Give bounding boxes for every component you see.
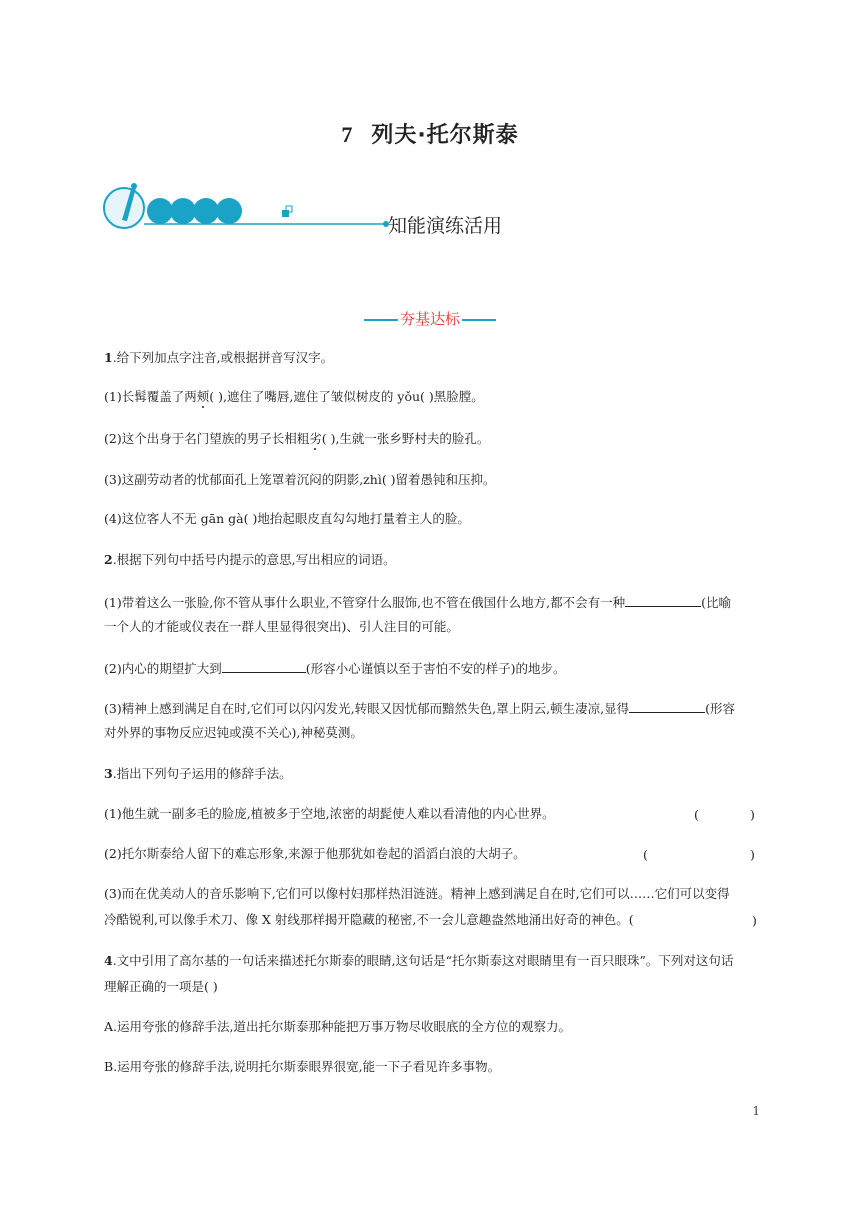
q3-item-2: (2)托尔斯泰给人留下的难忘形象,来源于他那犹如卷起的滔滔白浪的大胡子。 [104,846,526,861]
q2-item-1: (1)带着这么一张脸,你不管从事什么职业,不管穿什么服饰,也不管在俄国什么地方,都不会有一种 (比喻 [104,595,731,610]
page-title [0,118,860,149]
page-number: 1 [752,1104,760,1118]
lesson-number: 7 [341,122,354,147]
banner-dot-3 [193,198,219,224]
answer-paren-close: ) [750,807,755,822]
section-heading-text: 夯基达标 [399,310,460,328]
banner-dot-2 [170,198,196,224]
q4-option-b: B.运用夸张的修辞手法,说明托尔斯泰眼界很宽,能一下子看见许多事物。 [104,1059,501,1074]
q4-stem: 4.文中引用了高尔基的一句话来描述托尔斯泰的眼睛,这句话是“托尔斯泰这对眼睛里有一百只眼珠”。下列对这句话 [104,953,734,968]
answer-blank[interactable] [629,700,705,713]
answer-paren-close: ) [750,847,755,862]
q3-stem: 3.指出下列句子运用的修辞手法。 [104,766,292,781]
section-heading [0,308,860,329]
answer-blank[interactable] [222,660,306,673]
q1-stem: 1.给下列加点字注音,或根据拼音写汉字。 [104,350,334,365]
q2-stem: 2.根据下列句中括号内提示的意思,写出相应的词语。 [104,552,396,567]
q4-stem-cont: 理解正确的一项是( ) [104,979,218,994]
q2-item-3: (3)精神上感到满足自在时,它们可以闪闪发光,转眼又因忧郁而黯然失色,罩上阴云,顿生凄凉,显得 (形容 [104,701,735,716]
heading-bar-left [364,319,398,321]
section-banner [100,180,620,236]
lesson-title: 列夫·托尔斯泰 [371,123,519,148]
q2-item-3-cont: 对外界的事物反应迟钝或漠不关心),神秘莫测。 [104,725,363,740]
q1-item-4: (4)这位客人不无 gān gà( )地抬起眼皮直勾勾地打量着主人的脸。 [104,511,470,526]
answer-blank[interactable] [625,594,701,607]
answer-paren-open: ( [694,807,699,822]
banner-dot-1 [147,198,173,224]
q3-item-3: (3)而在优美动人的音乐影响下,它们可以像村妇那样热泪涟涟。精神上感到满足自在时,它们可以……它们可以变得 [104,886,730,901]
dotted-char: 劣 [309,431,322,446]
q1-item-1: (1)长髯覆盖了两颊( ),遮住了嘴唇,遮住了皱似树皮的 yǒu( )黑脸膛。 [104,389,484,404]
answer-paren-close: ) [752,913,757,928]
q3-item-1: (1)他生就一副多毛的脸庞,植被多于空地,浓密的胡髭使人难以看清他的内心世界。 [104,806,555,821]
q2-item-2: (2)内心的期望扩大到 (形容小心谨慎以至于害怕不安的样子)的地步。 [104,661,566,676]
q1-item-3: (3)这副劳动者的忧郁面孔上笼罩着沉闷的阴影,zhì( )留着愚钝和压抑。 [104,472,496,487]
pen-brush-icon [104,183,144,228]
q4-option-a: A.运用夸张的修辞手法,道出托尔斯泰那种能把万事万物尽收眼底的全方位的观察力。 [104,1019,571,1034]
dotted-char: 颊 [196,389,210,404]
q3-item-3-cont: 冷酷锐利,可以像手术刀、像 X 射线那样揭开隐藏的秘密,不一会儿意趣盎然地涌出好奇的神色。( [104,912,634,927]
q1-item-2: (2)这个出身于名门望族的男子长相粗劣( ),生就一张乡野村夫的脸孔。 [104,431,490,446]
answer-paren-open: ( [643,847,648,862]
banner-dot-4 [216,198,242,224]
heading-bar-right [462,319,496,321]
q2-item-1-cont: 一个人的才能或仪表在一群人里显得很突出)、引人注目的可能。 [104,619,459,634]
banner-label: 知能演练活用 [388,215,503,237]
